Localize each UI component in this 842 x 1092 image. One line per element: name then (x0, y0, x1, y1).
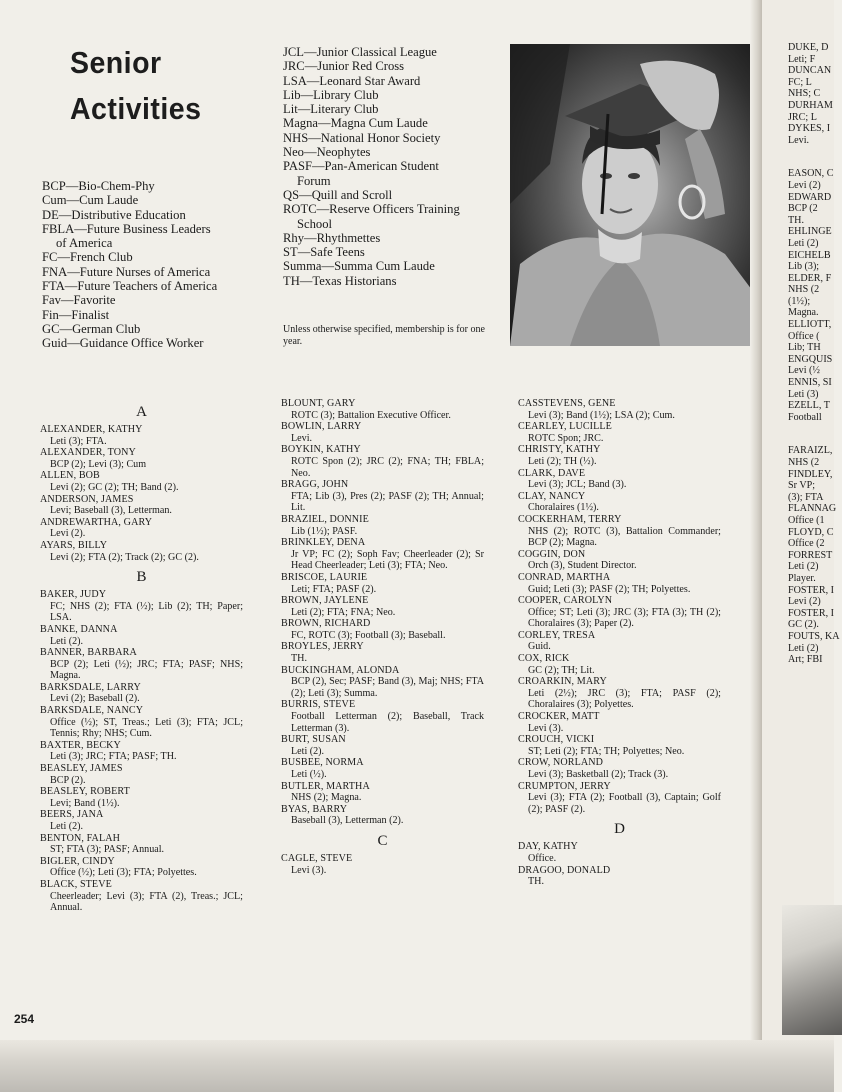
senior-entry (518, 757, 721, 780)
senior-activities: Football Letterman (2); Baseball, Track Letterman (3). (291, 711, 484, 734)
senior-name: CRUMPTON, JERRY (518, 780, 611, 792)
abbreviation-entry: PASF—Pan-American Student (283, 159, 439, 174)
senior-name: DRAGOO, DONALD (518, 864, 611, 876)
abbreviation-entry: DE—Distributive Education (42, 207, 186, 222)
senior-entry (40, 647, 243, 682)
senior-entry (281, 641, 484, 664)
senior-list-column-1 (40, 398, 243, 914)
senior-activities: BCP (2). (50, 774, 86, 786)
abbreviation-entry: Cum—Cum Laude (42, 193, 139, 208)
senior-name: COCKERHAM, TERRY (518, 513, 622, 525)
senior-name: CROARKIN, MARY (518, 676, 607, 688)
facing-page-fragment: Levi (2) (788, 179, 821, 191)
senior-entry (40, 809, 243, 832)
abbreviation-entry: Magna—Magna Cum Laude (283, 116, 428, 131)
graduate-photo (510, 44, 755, 346)
facing-page-fragment: GC (2). (788, 619, 819, 631)
facing-page-fragment: Leti (3) (788, 388, 819, 400)
senior-name: BRISCOE, LAURIE (281, 571, 368, 583)
facing-page-fragment: Lib; TH (788, 342, 821, 354)
page-bottom-edge (0, 1040, 834, 1092)
facing-page-fragment: (1½); (788, 295, 811, 307)
senior-name: BURRIS, STEVE (281, 699, 356, 711)
facing-page-fragment: DUKE, D (788, 42, 829, 53)
senior-name: CORLEY, TRESA (518, 629, 596, 641)
senior-activities: Levi (3); Basketball (2); Track (3). (528, 769, 669, 780)
senior-list-column-2 (281, 398, 484, 876)
senior-name: CEARLEY, LUCILLE (518, 421, 612, 433)
senior-activities: Levi (3); JCL; Band (3). (528, 479, 627, 491)
senior-entry (518, 549, 721, 572)
abbreviation-entry: of America (56, 236, 113, 251)
senior-activities: Choralaires (1½). (528, 502, 599, 514)
senior-activities: ROTC (3); Battalion Executive Officer. (291, 409, 451, 421)
facing-page-fragment: Sr VP; (788, 480, 816, 492)
senior-name: ANDREWARTHA, GARY (40, 516, 153, 528)
senior-entry (40, 879, 243, 914)
senior-name: CROUCH, VICKI (518, 734, 595, 746)
senior-entry (40, 763, 243, 786)
senior-name: DAY, KATHY (518, 841, 578, 853)
senior-name: BARKSDALE, LARRY (40, 681, 141, 693)
senior-name: BRAGG, JOHN (281, 479, 349, 491)
senior-name: CROCKER, MATT (518, 711, 600, 723)
senior-name: CLAY, NANCY (518, 490, 586, 502)
senior-entry (281, 665, 484, 700)
facing-page-fragment: FLOYD, C (788, 526, 834, 538)
abbreviation-entry: Summa—Summa Cum Laude (283, 259, 435, 274)
facing-page-fragment: EDWARD (788, 191, 832, 203)
senior-entry (40, 447, 243, 470)
senior-entry (518, 514, 721, 549)
senior-entry (518, 398, 721, 421)
facing-page-fragment: FOUTS, KA (788, 630, 840, 642)
facing-page-fragment: (3); FTA (788, 491, 824, 503)
facing-page-fragment: Art; FBI (788, 654, 823, 666)
senior-entry (40, 517, 243, 540)
senior-entry (40, 740, 243, 763)
facing-page-list (788, 42, 840, 666)
senior-activities: Levi (2); FTA (2); Track (2); GC (2). (50, 551, 199, 563)
senior-activities: FC; NHS (2); FTA (½); Lib (2); TH; Paper; LSA. (50, 600, 243, 624)
senior-name: COGGIN, DON (518, 548, 586, 560)
facing-page-fragment: Levi. (788, 134, 810, 146)
senior-entry (281, 757, 484, 780)
senior-activities: Office; ST; Leti (3); JRC (3); FTA (3); TH (2); Choralaires (3); Paper (2). (528, 606, 721, 630)
senior-name: ALLEN, BOB (40, 470, 100, 482)
senior-entry (518, 595, 721, 630)
facing-page-fragment: Office (1 (788, 514, 825, 526)
facing-page-fragment: EICHELB (788, 249, 831, 261)
senior-activities: Leti (2½); JRC (3); FTA; PASF (2); Choralaires (3); Polyettes. (528, 687, 721, 711)
senior-entry (281, 853, 484, 876)
membership-note: Unless otherwise specified, membership is for one year. (283, 324, 485, 347)
facing-page-fragment: Player. (788, 572, 816, 584)
facing-page-fragment: DUNCAN (788, 65, 832, 77)
senior-name: BEASLEY, JAMES (40, 763, 123, 775)
facing-page (762, 0, 840, 1092)
facing-page-fragment: FOSTER, I (788, 607, 834, 619)
senior-entry (281, 444, 484, 479)
senior-entry (40, 833, 243, 856)
senior-name: BYAS, BARRY (281, 803, 348, 815)
title-line-2: Activities (70, 91, 202, 126)
senior-name: CROW, NORLAND (518, 757, 604, 769)
abbreviation-entry: ST—Safe Teens (283, 245, 365, 260)
senior-entry (40, 494, 243, 517)
abbreviation-entry: LSA—Leonard Star Award (283, 73, 421, 88)
facing-page-fragment: Leti (2) (788, 642, 819, 654)
senior-name: CONRAD, MARTHA (518, 571, 611, 583)
senior-activities: TH. (291, 653, 307, 665)
facing-page-fragment: ELLIOTT, (788, 319, 832, 331)
abbreviation-entry: Forum (297, 173, 331, 188)
abbreviation-entry: ROTC—Reserve Officers Training (283, 202, 460, 217)
senior-activities: TH. (528, 876, 544, 888)
abbreviation-entry: JRC—Junior Red Cross (283, 59, 405, 74)
senior-name: ALEXANDER, TONY (40, 447, 136, 459)
senior-entry (281, 537, 484, 572)
senior-name: CAGLE, STEVE (281, 852, 353, 864)
senior-activities: Levi (3). (291, 864, 327, 876)
page-number: 254 (14, 1012, 35, 1026)
senior-activities: Orch (3), Student Director. (528, 560, 637, 572)
senior-entry (40, 682, 243, 705)
senior-entry (518, 841, 721, 864)
senior-name: BUTLER, MARTHA (281, 780, 370, 792)
facing-page-fragment: EZELL, T (788, 400, 830, 412)
senior-name: BUSBEE, NORMA (281, 757, 364, 769)
section-letter: A (136, 404, 147, 420)
senior-activities: Office. (528, 852, 557, 864)
senior-activities: FC, ROTC (3); Football (3); Baseball. (291, 629, 446, 641)
senior-name: BROWN, JAYLENE (281, 595, 369, 607)
senior-activities: Levi (2); GC (2); TH; Band (2). (50, 481, 179, 493)
senior-entry (518, 630, 721, 653)
senior-entry (281, 781, 484, 804)
senior-name: BIGLER, CINDY (40, 855, 115, 867)
senior-activities: NHS (2); Magna. (291, 792, 362, 804)
senior-entry (281, 699, 484, 734)
abbreviation-entry: GC—German Club (42, 321, 141, 336)
senior-entry (281, 398, 484, 421)
senior-entry (40, 540, 243, 563)
senior-entry (518, 444, 721, 467)
senior-activities: Guid. (528, 641, 551, 653)
senior-name: BROYLES, JERRY (281, 641, 364, 653)
senior-activities: Jr VP; FC (2); Soph Fav; Cheerleader (2); Sr Head Cheerleader; Leti (3); FTA; Neo. (291, 548, 484, 572)
senior-activities: Levi (2). (50, 528, 86, 540)
senior-activities: BCP (2); Levi (3); Cum (50, 458, 147, 470)
senior-activities: Leti (2). (50, 821, 84, 832)
senior-entry (518, 734, 721, 757)
senior-name: COX, RICK (518, 653, 570, 665)
abbreviation-entry: FNA—Future Nurses of America (42, 264, 211, 279)
senior-entry (518, 421, 721, 444)
senior-activities: Baseball (3), Letterman (2). (291, 815, 404, 827)
senior-name: BUCKINGHAM, ALONDA (281, 664, 400, 676)
senior-entry (281, 421, 484, 444)
senior-activities: ST; Leti (2); FTA; TH; Polyettes; Neo. (528, 745, 685, 757)
senior-activities: BCP (2); Leti (½); JRC; FTA; PASF; NHS; Magna. (50, 658, 243, 682)
abbreviation-entry: Neo—Neophytes (283, 145, 371, 160)
facing-page-fragment: FLANNAG (788, 503, 837, 515)
section-letter: B (136, 569, 147, 586)
abbreviation-entry: Fav—Favorite (42, 293, 116, 308)
senior-activities: Leti (2); FTA; FNA; Neo. (291, 606, 396, 618)
facing-page-fragment: Lib (3); (788, 261, 820, 273)
senior-activities: Levi; Band (1½). (50, 797, 120, 809)
facing-page-fragment: Leti; F (788, 53, 816, 65)
facing-page-fragment: ELDER, F (788, 272, 832, 284)
senior-activities: GC (2); TH; Lit. (528, 664, 595, 676)
abbreviation-entry: JCL—Junior Classical League (283, 45, 437, 59)
senior-activities: ST; FTA (3); PASF; Annual. (50, 844, 165, 856)
abbreviation-entry: BCP—Bio-Chem-Phy (42, 179, 155, 193)
senior-entry (40, 470, 243, 493)
abbreviation-entry: FBLA—Future Business Leaders (42, 221, 211, 236)
senior-name: BENTON, FALAH (40, 832, 120, 844)
abbreviation-list-left (42, 179, 217, 351)
abbreviation-entry: FC—French Club (42, 250, 133, 265)
facing-page-fragment: Magna. (788, 307, 819, 319)
senior-entry (518, 653, 721, 676)
senior-activities: Guid; Leti (3); PASF (2); TH; Polyettes. (528, 583, 691, 595)
senior-activities: Levi; Baseball (3), Letterman. (50, 505, 172, 517)
senior-entry (518, 468, 721, 491)
senior-name: BOYKIN, KATHY (281, 444, 361, 456)
facing-page-fragment: Levi (2) (788, 596, 821, 608)
senior-name: BANKE, DANNA (40, 623, 118, 635)
abbreviation-entry: NHS—National Honor Society (283, 130, 441, 145)
senior-entry (281, 514, 484, 537)
section-letter: C (377, 832, 388, 849)
facing-page-fragment: Office (2 (788, 538, 825, 550)
abbreviation-entry: Guid—Guidance Office Worker (42, 336, 204, 351)
senior-activities: Levi (3); FTA (2); Football (3), Captain; Golf (2); PASF (2). (528, 792, 721, 815)
facing-page-fragment: Football (788, 411, 822, 423)
senior-activities: Office (½); Leti (3); FTA; Polyettes. (50, 867, 197, 879)
senior-name: CASSTEVENS, GENE (518, 398, 616, 409)
senior-activities: ROTC Spon; JRC. (528, 432, 604, 444)
senior-name: BRAZIEL, DONNIE (281, 513, 369, 525)
facing-page-gap (788, 423, 840, 445)
facing-page-fragment: EASON, C (788, 168, 834, 180)
senior-entry (518, 491, 721, 514)
senior-activities: Leti (½). (291, 769, 327, 780)
senior-name: BURT, SUSAN (281, 734, 346, 746)
senior-activities: Levi (3). (528, 722, 564, 734)
senior-entry (281, 618, 484, 641)
abbreviation-entry: School (297, 216, 332, 231)
senior-activities: ROTC Spon (2); JRC (2); FNA; TH; FBLA; Neo. (291, 455, 484, 479)
senior-name: BLACK, STEVE (40, 878, 112, 890)
senior-entry (281, 734, 484, 757)
title-line-1: Senior (70, 45, 162, 80)
page-title (70, 40, 201, 132)
senior-activities: FTA; Lib (3), Pres (2); PASF (2); TH; Annual; Lit. (291, 490, 484, 514)
senior-entry (281, 572, 484, 595)
facing-page-fragment: TH. (788, 214, 804, 226)
facing-page-fragment: BCP (2 (788, 203, 818, 215)
senior-activities: Levi (3); Band (1½); LSA (2); Cum. (528, 409, 675, 421)
senior-name: COOPER, CAROLYN (518, 595, 613, 607)
senior-activities: Levi (2); Baseball (2). (50, 693, 140, 705)
senior-activities: Leti (2); TH (½). (528, 455, 597, 467)
senior-name: BEERS, JANA (40, 809, 104, 821)
facing-page-photo (782, 905, 842, 1035)
section-letter: D (614, 821, 625, 838)
facing-page-gap (788, 146, 840, 168)
abbreviation-entry: FTA—Future Teachers of America (42, 279, 218, 294)
facing-page-fragment: FORREST (788, 549, 833, 561)
senior-name: CLARK, DAVE (518, 467, 586, 479)
facing-page-fragment: FOSTER, I (788, 584, 834, 596)
abbreviation-entry: Lit—Literary Club (283, 102, 379, 117)
facing-page-fragment: NHS; C (788, 88, 821, 100)
senior-name: BLOUNT, GARY (281, 398, 356, 409)
senior-activities: Lib (1½); PASF. (291, 525, 358, 537)
senior-list-column-3 (518, 398, 721, 888)
graduate-photo-illustration (510, 44, 755, 346)
facing-page-fragment: DURHAM (788, 99, 833, 111)
senior-name: BANNER, BARBARA (40, 647, 137, 659)
senior-activities: Office (½); ST, Treas.; Leti (3); FTA; JCL; Tennis; Rhy; NHS; Cum. (50, 716, 243, 740)
senior-name: ANDERSON, JAMES (40, 493, 134, 505)
abbreviation-entry: Rhy—Rhythmettes (283, 230, 381, 245)
abbreviation-entry: QS—Quill and Scroll (283, 187, 393, 202)
senior-entry (281, 804, 484, 827)
senior-entry (40, 624, 243, 647)
abbreviation-list-middle (283, 45, 460, 288)
senior-entry (518, 781, 721, 816)
senior-name: BAKER, JUDY (40, 589, 107, 601)
senior-entry (281, 479, 484, 514)
facing-page-fragment: Leti (2) (788, 237, 819, 249)
senior-activities: Leti (2). (291, 745, 325, 757)
senior-name: BOWLIN, LARRY (281, 421, 362, 433)
facing-page-fragment: FARAIZL, (788, 445, 833, 457)
senior-entry (40, 705, 243, 740)
senior-entry (518, 676, 721, 711)
senior-entry (40, 786, 243, 809)
facing-page-fragment: FC; L (788, 76, 812, 88)
abbreviation-entry: Lib—Library Club (283, 87, 379, 102)
facing-page-fragment: ENGQUIS (788, 353, 833, 365)
senior-activities: Leti (3); FTA. (50, 435, 107, 447)
senior-entry (518, 572, 721, 595)
senior-entry (40, 856, 243, 879)
facing-page-fragment: FINDLEY, (788, 468, 833, 480)
abbreviation-entry: TH—Texas Historians (283, 273, 397, 288)
senior-name: BARKSDALE, NANCY (40, 705, 144, 717)
facing-page-fragment: Office ( (788, 330, 820, 342)
facing-page-fragment: EHLINGE (788, 226, 832, 238)
senior-activities: Levi. (291, 432, 313, 444)
facing-page-fragment: NHS (2 (788, 284, 820, 296)
facing-page-fragment: NHS (2 (788, 457, 820, 468)
senior-entry (518, 865, 721, 888)
senior-activities: Leti (3); JRC; FTA; PASF; TH. (50, 751, 177, 763)
senior-activities: NHS (2); ROTC (3), Battalion Commander; BCP (2); Magna. (528, 525, 721, 549)
senior-activities: Leti (2). (50, 635, 84, 647)
senior-activities: Cheerleader; Levi (3); FTA (2), Treas.; JCL; Annual. (50, 890, 243, 914)
facing-page-fragment: Leti (2) (788, 561, 819, 573)
senior-entry (518, 711, 721, 734)
senior-name: BROWN, RICHARD (281, 618, 371, 630)
senior-activities: Leti; FTA; PASF (2). (291, 583, 377, 595)
senior-name: AYARS, BILLY (40, 539, 108, 551)
senior-entry (40, 589, 243, 624)
facing-page-fragment: ENNIS, SI (788, 377, 832, 389)
senior-name: BRINKLEY, DENA (281, 537, 366, 549)
facing-page-fragment: DYKES, I (788, 123, 831, 135)
senior-entry (281, 595, 484, 618)
senior-name: ALEXANDER, KATHY (40, 424, 143, 435)
senior-name: BEASLEY, ROBERT (40, 786, 130, 798)
abbreviation-entry: Fin—Finalist (42, 307, 110, 322)
senior-entry (40, 424, 243, 447)
facing-page-fragment: JRC; L (788, 111, 817, 123)
senior-activities: BCP (2), Sec; PASF; Band (3), Maj; NHS; FTA (2); Leti (3); Summa. (291, 676, 484, 699)
facing-page-fragment: Levi (½ (788, 365, 820, 377)
senior-name: CHRISTY, KATHY (518, 444, 601, 456)
senior-name: BAXTER, BECKY (40, 739, 121, 751)
